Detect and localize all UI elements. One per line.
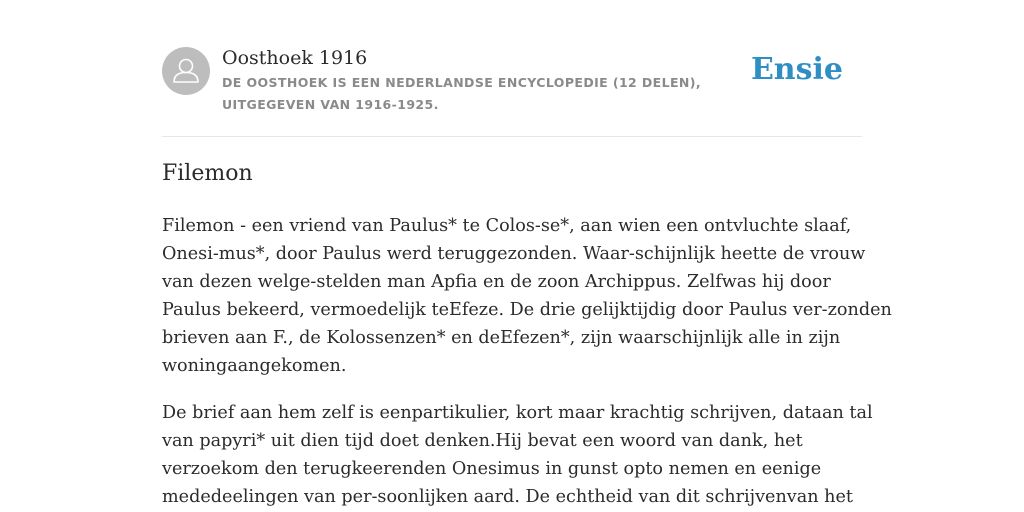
text-line: van papyri* uit dien tijd doet denken.Hij bevat een woord van dank, het bbox=[162, 431, 803, 451]
text-line: Onesi-mus*, door Paulus werd teruggezonden. Waar-schijnlijk heette de vrouw bbox=[162, 244, 866, 264]
paragraph bbox=[162, 399, 873, 511]
source-title[interactable]: Oosthoek 1916 bbox=[222, 47, 368, 69]
entry-body bbox=[162, 212, 892, 512]
text-line: brieven aan F., de Kolossenzen* en deEfezen*, zijn waarschijnlijk alle in zijn bbox=[162, 328, 841, 348]
source-description: DE OOSTHOEK IS EEN NEDERLANDSE ENCYCLOPEDIE (12 DELEN), UITGEGEVEN VAN 1916-1925. bbox=[222, 75, 702, 112]
text-line: verzoekom den terugkeerenden Onesimus in gunst opto nemen en eenige bbox=[162, 459, 822, 479]
article-container bbox=[162, 0, 892, 507]
text-line: De brief aan hem zelf is eenpartikulier, kort maar krachtig schrijven, dataan tal bbox=[162, 403, 873, 423]
text-line: Filemon - een vriend van Paulus* te Colos-se*, aan wien een ontvluchte slaaf, bbox=[162, 216, 852, 236]
source-header bbox=[162, 0, 862, 137]
text-line: mededeelingen van per-soonlijken aard. De echtheid van dit schrijvenvan het bbox=[162, 487, 853, 507]
text-line: van dezen welge-stelden man Apfia en de zoon Archippus. Zelfwas hij door bbox=[162, 272, 831, 292]
entry-title: Filemon bbox=[162, 161, 253, 186]
ensie-logo[interactable]: Ensie bbox=[750, 52, 843, 87]
avatar[interactable] bbox=[162, 47, 210, 95]
text-line: woningaangekomen. bbox=[162, 356, 347, 376]
paragraph bbox=[162, 212, 892, 380]
text-line: Paulus bekeerd, vermoedelijk teEfeze. De drie gelijktijdig door Paulus ver-zonden bbox=[162, 300, 892, 320]
user-icon bbox=[162, 47, 210, 95]
